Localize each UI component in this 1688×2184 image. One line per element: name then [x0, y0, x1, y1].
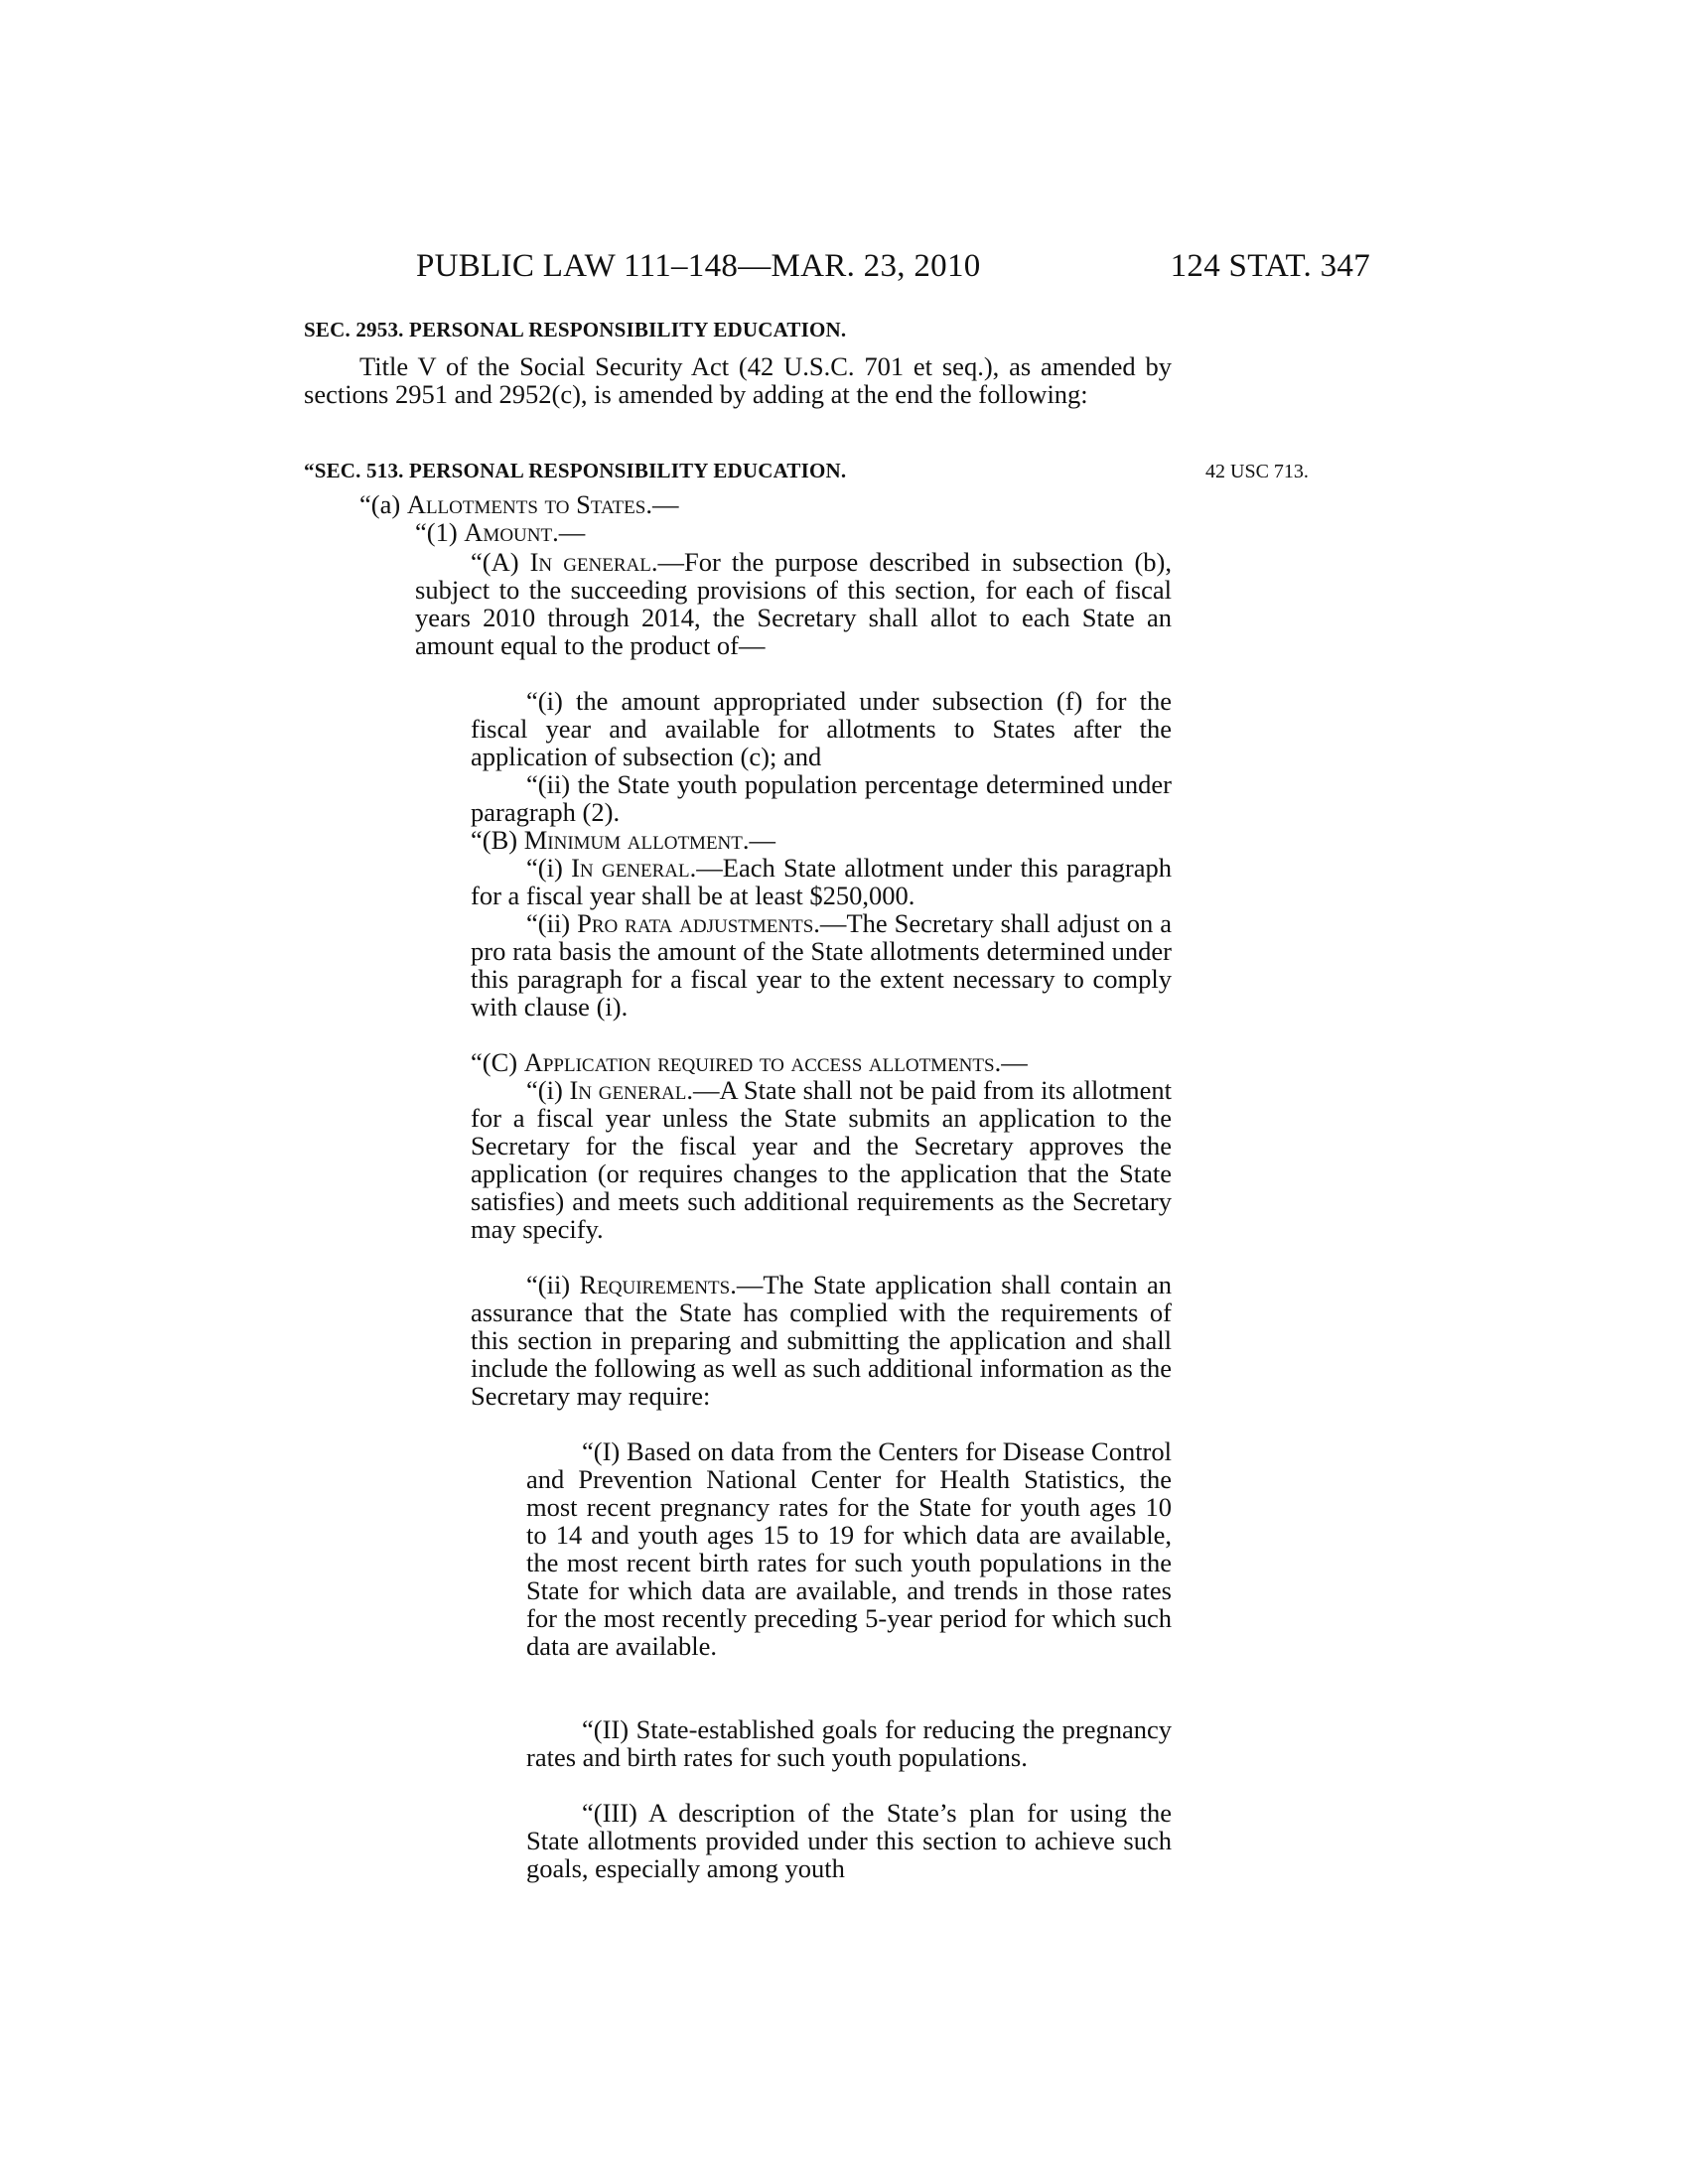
clause-B-i-text: Each State allotment under this paragraph for a fiscal year shall be at least $250,000. [471, 853, 1172, 910]
subparagraph-A-prefix: “(A) [471, 547, 530, 577]
clause-C-ii-prefix: “(ii) [526, 1270, 580, 1299]
clause-C-i-heading: In general.— [569, 1075, 720, 1105]
subclause-III [526, 1799, 1172, 1882]
paragraph-1-heading: Amount.— [464, 517, 586, 547]
subclause-II [526, 1715, 1172, 1771]
subsection-a-prefix: “(a) [359, 489, 407, 519]
clause-C-i-text: A State shall not be paid from its allotment for a fiscal year unless the State submits an application to the Secretary for the fiscal year and the Secretary approves the application (or requires changes to the application that the State satisfies) and meets such additional requirements as the Secretary may specify. [471, 1075, 1172, 1244]
paragraph-1 [415, 518, 1172, 546]
subclause-II-text: “(II) State-established goals for reducing the pregnancy rates and birth rates for such youth populations. [526, 1714, 1172, 1772]
clause-A-ii [471, 770, 1172, 826]
clause-C-ii [471, 1271, 1172, 1410]
subclause-I-text: “(I) Based on data from the Centers for Disease Control and Prevention National Center for Health Statistics, the most recent pregnancy rates for the State for youth ages 10 to 14 and youth ages 15 to 19 for which data are available, the most recent birth rates for such youth populations in the State for which data are available, and trends in those rates for the most recently preceding 5-year period for which such data are available. [526, 1436, 1172, 1661]
clause-C-ii-heading: Requirements.— [579, 1270, 764, 1299]
clause-B-i-body [471, 854, 1172, 909]
paragraph-1-prefix: “(1) [415, 517, 465, 547]
subclause-I [526, 1437, 1172, 1660]
clause-C-ii-body [471, 1271, 1172, 1410]
clause-C-ii-text: The State application shall contain an assurance that the State has complied with the requirements of this section in preparing and submitting the application and shall include the following as well as such additional information as the Secretary may require: [471, 1270, 1173, 1411]
clause-B-ii-body [471, 909, 1172, 1021]
subparagraph-B-heading: Minimum allotment.— [523, 825, 776, 855]
clause-B-ii-heading: Pro rata adjustments.— [577, 908, 847, 938]
stat-page-number: 124 STAT. 347 [1170, 248, 1370, 284]
clause-B-ii-text: The Secretary shall adjust on a pro rata basis the amount of the State allotments determined under this paragraph for a fiscal year to the extent necessary to comply with clause (i). [471, 908, 1172, 1022]
clause-A-i [471, 687, 1172, 770]
clause-B-ii [471, 909, 1172, 1021]
usc-margin-note: 42 USC 713. [1205, 461, 1309, 482]
subparagraph-A [415, 548, 1172, 659]
subparagraph-A-heading: In general.— [529, 547, 684, 577]
subparagraph-C-heading: Application required to access allotments.— [523, 1047, 1028, 1077]
clause-C-i-body [471, 1076, 1172, 1243]
subparagraph-A-body [415, 548, 1172, 659]
subsection-a-heading: Allotments to States.— [406, 489, 679, 519]
clause-A-ii-text: “(ii) the State youth population percentage determined under paragraph (2). [471, 769, 1172, 827]
subsection-a [359, 490, 1172, 518]
subclause-III-text: “(III) A description of the State’s plan for using the State allotments provided under this section to achieve such goals, especially among youth [526, 1798, 1172, 1883]
subparagraph-C [415, 1048, 1172, 1076]
clause-A-i-text: “(i) the amount appropriated under subsection (f) for the fiscal year and available for allotments to States after the application of subsection (c); and [471, 686, 1172, 771]
subparagraph-C-prefix: “(C) [471, 1047, 524, 1077]
page-header [304, 248, 1370, 288]
clause-C-i [471, 1076, 1172, 1243]
clause-B-i-heading: In general.— [571, 853, 723, 883]
clause-C-i-prefix: “(i) [526, 1075, 570, 1105]
intro-paragraph [304, 352, 1172, 408]
clause-B-i-prefix: “(i) [526, 853, 572, 883]
subparagraph-A-text: For the purpose described in subsection (b), subject to the succeeding provisions of this section, for each of fiscal years 2010 through 2014, the Secretary shall allot to each State an amount equal to the product of— [415, 547, 1172, 660]
subparagraph-B-prefix: “(B) [471, 825, 524, 855]
subparagraph-B [415, 826, 1172, 854]
subparagraph-C-body [415, 1048, 1172, 1076]
inserted-section-heading: “SEC. 513. PERSONAL RESPONSIBILITY EDUCATION. [304, 459, 847, 482]
clause-B-i [471, 854, 1172, 909]
section-heading: SEC. 2953. PERSONAL RESPONSIBILITY EDUCATION. [304, 318, 847, 341]
intro-text: Title V of the Social Security Act (42 U.S.C. 701 et seq.), as amended by sections 2951 and 2952(c), is amended by adding at the end the following: [304, 351, 1172, 409]
running-head-title: PUBLIC LAW 111–148—MAR. 23, 2010 [416, 248, 981, 284]
subparagraph-B-body [415, 826, 1172, 854]
clause-B-ii-prefix: “(ii) [526, 908, 578, 938]
